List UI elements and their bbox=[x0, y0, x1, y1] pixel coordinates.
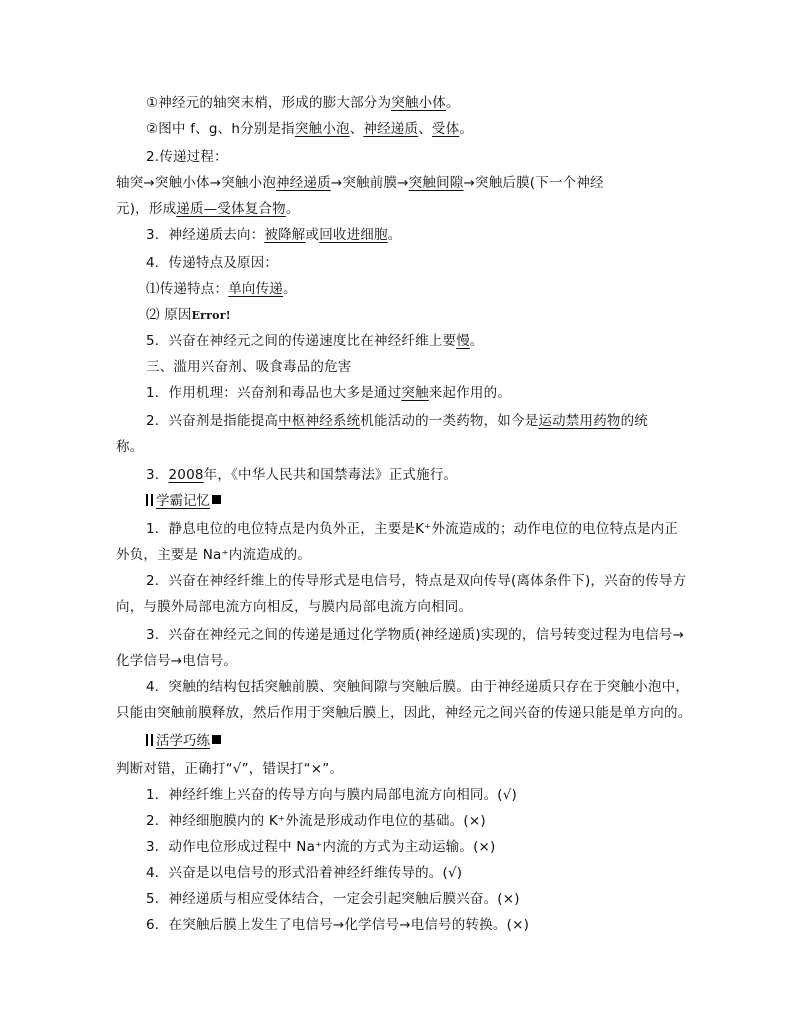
bar-icon bbox=[146, 494, 148, 506]
blank-answer: 回收进细胞 bbox=[319, 227, 388, 243]
blank-answer: 递质—受体复合物 bbox=[176, 201, 286, 217]
blank-answer: 受体 bbox=[431, 121, 460, 137]
line-process-heading: 2.传递过程： bbox=[146, 149, 228, 165]
memory-item-4: 4．突触的结构包括突触前膜、突触间隙与突触后膜。由于神经递质只存在于突触小泡中， bbox=[146, 679, 690, 695]
bar-icon bbox=[151, 494, 153, 506]
line-stimulant-cont: 称。 bbox=[116, 439, 144, 455]
blank-answer: 被降解 bbox=[264, 227, 306, 243]
blank-answer: 单向传递 bbox=[228, 281, 284, 297]
memory-item-2-cont: 向，与膜外局部电流方向相反，与膜内局部电流方向相同。 bbox=[116, 599, 473, 615]
blank-answer: 2008 bbox=[168, 467, 204, 483]
memory-item-3: 3．兴奋在神经元之间的传递是通过化学物质(神经递质)实现的，信号转变过程为电信号→ bbox=[146, 627, 685, 643]
practice-item-2: 2．神经细胞膜内的 K⁺外流是形成动作电位的基础。(×) bbox=[146, 813, 486, 829]
line-speed: 5．兴奋在神经元之间的传递速度比在神经纤维上要慢。 bbox=[146, 333, 484, 349]
bar-icon bbox=[146, 734, 148, 746]
line-law: 3．2008年，《中华人民共和国禁毒法》正式施行。 bbox=[146, 467, 458, 483]
memory-item-4-cont: 只能由突触前膜释放，然后作用于突触后膜上，因此，神经元之间兴奋的传递只能是单方向的。 bbox=[116, 705, 692, 721]
line-process: 轴突→突触小体→突触小泡神经递质→突触前膜→突触间隙→突触后膜(下一个神经 bbox=[116, 175, 604, 191]
blank-answer: 中枢神经系统 bbox=[278, 413, 361, 429]
line-axon-terminal: ①神经元的轴突末梢，形成的膨大部分为突触小体。 bbox=[146, 95, 460, 111]
line-features-heading: 4．传递特点及原因： bbox=[146, 255, 279, 271]
line-feature: ⑴传递特点：单向传递。 bbox=[146, 281, 297, 297]
practice-item-6: 6．在突触后膜上发生了电信号→化学信号→电信号的转换。(×) bbox=[146, 917, 530, 933]
blank-answer: 慢 bbox=[456, 333, 470, 349]
section-heading-drugs: 三、滥用兴奋剂、吸食毒品的危害 bbox=[146, 359, 352, 375]
practice-item-4: 4．兴奋是以电信号的形式沿着神经纤维传导的。(√) bbox=[146, 865, 463, 881]
blank-answer: 神经递质 bbox=[363, 121, 419, 137]
error-text: Error! bbox=[191, 309, 231, 322]
practice-item-1: 1．神经纤维上兴奋的传导方向与膜内局部电流方向相同。(√) bbox=[146, 787, 518, 803]
practice-item-5: 5．神经递质与相应受体结合，一定会引起突触后膜兴奋。(×) bbox=[146, 891, 520, 907]
blank-answer: 突触间隙 bbox=[408, 175, 464, 191]
memory-item-1-cont: 外负，主要是 Na⁺内流造成的。 bbox=[116, 547, 311, 563]
blank-answer: 突触小体 bbox=[391, 95, 447, 111]
memory-item-2: 2．兴奋在神经纤维上的传导形式是电信号，特点是双向传导(离体条件下)，兴奋的传导方 bbox=[146, 573, 687, 589]
line-process-cont: 元)，形成递质—受体复合物。 bbox=[116, 201, 300, 217]
line-fgh: ②图中 f、g、h分别是指突触小泡、神经递质、受体。 bbox=[146, 121, 474, 137]
blank-answer: 神经递质 bbox=[276, 175, 331, 191]
square-icon bbox=[212, 735, 221, 744]
practice-item-3: 3．动作电位形成过程中 Na⁺内流的方式为主动运输。(×) bbox=[146, 839, 496, 855]
blank-answer: 突触 bbox=[401, 385, 429, 401]
section-heading-memory: 学霸记忆 bbox=[146, 492, 221, 510]
line-transmitter-fate: 3．神经递质去向：被降解或回收进细胞。 bbox=[146, 227, 402, 243]
blank-answer: 运动禁用药物 bbox=[538, 413, 621, 429]
memory-item-3-cont: 化学信号→电信号。 bbox=[116, 653, 238, 669]
line-stimulant: 2．兴奋剂是指能提高中枢神经系统机能活动的一类药物，如今是运动禁用药物的统 bbox=[146, 413, 649, 429]
blank-answer: 突触小泡 bbox=[294, 121, 350, 137]
line-mechanism: 1．作用机理：兴奋剂和毒品也大多是通过突触来起作用的。 bbox=[146, 385, 511, 401]
practice-instruction: 判断对错，正确打“√”，错误打“×”。 bbox=[116, 761, 344, 777]
line-reason: ⑵ 原因Error! bbox=[146, 307, 231, 323]
section-heading-practice: 活学巧练 bbox=[146, 732, 221, 750]
memory-item-1: 1．静息电位的电位特点是内负外正，主要是K⁺外流造成的；动作电位的电位特点是内正 bbox=[146, 521, 679, 537]
square-icon bbox=[212, 495, 221, 504]
bar-icon bbox=[151, 734, 153, 746]
